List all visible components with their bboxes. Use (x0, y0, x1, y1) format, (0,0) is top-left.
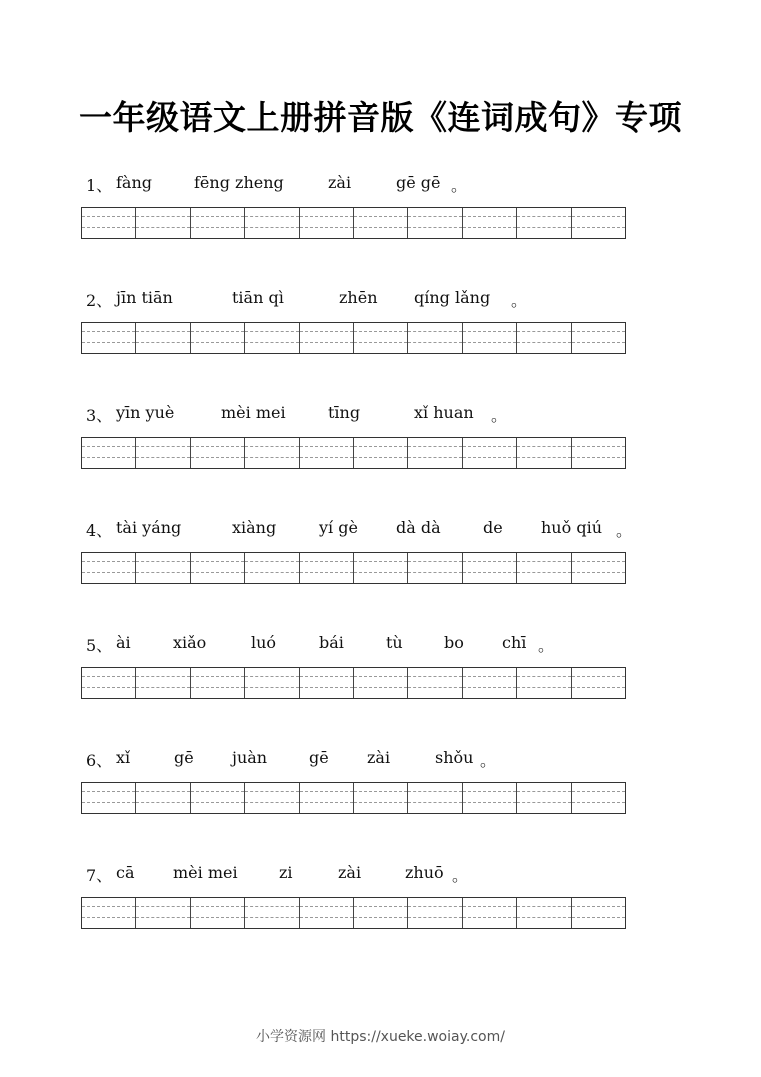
answer-cell[interactable] (572, 668, 625, 698)
pinyin-line (86, 863, 631, 887)
answer-cell[interactable] (517, 208, 571, 238)
item-number: 7、 (86, 866, 113, 885)
exercise-5 (86, 633, 631, 657)
pinyin-word: xǐ (116, 748, 131, 767)
answer-cell[interactable] (354, 553, 408, 583)
pinyin-word: ài (116, 633, 131, 652)
answer-cell[interactable] (191, 438, 245, 468)
answer-cell[interactable] (82, 553, 136, 583)
answer-cell[interactable] (300, 438, 354, 468)
answer-cell[interactable] (354, 323, 408, 353)
answer-grid[interactable] (81, 782, 626, 814)
pinyin-word: mèi mei (221, 403, 286, 422)
pinyin-word: tài yáng (116, 518, 182, 537)
pinyin-word: chī (502, 633, 527, 652)
pinyin-word: fàng (116, 173, 153, 192)
answer-cell[interactable] (354, 783, 408, 813)
item-number: 2、 (86, 291, 113, 310)
pinyin-word: 。 (491, 406, 508, 425)
answer-cell[interactable] (82, 438, 136, 468)
pinyin-word: gē gē (396, 173, 441, 192)
item-number: 5、 (86, 636, 113, 655)
answer-cell[interactable] (245, 668, 299, 698)
pinyin-word: gē (174, 748, 194, 767)
answer-cell[interactable] (517, 553, 571, 583)
worksheet-title: 一年级语文上册拼音版《连词成句》专项 (79, 98, 682, 137)
answer-cell[interactable] (463, 668, 517, 698)
exercise-7 (86, 863, 631, 887)
answer-cell[interactable] (191, 553, 245, 583)
answer-cell[interactable] (463, 208, 517, 238)
answer-cell[interactable] (82, 208, 136, 238)
answer-cell[interactable] (82, 898, 136, 928)
exercise-4 (86, 518, 631, 542)
exercise-2 (86, 288, 631, 312)
answer-grid[interactable] (81, 552, 626, 584)
pinyin-word: bái (319, 633, 344, 652)
answer-cell[interactable] (354, 208, 408, 238)
answer-cell[interactable] (572, 323, 625, 353)
pinyin-word: shǒu (435, 748, 474, 767)
exercise-1 (86, 173, 631, 197)
answer-cell[interactable] (136, 323, 190, 353)
pinyin-word: xiǎo (173, 633, 207, 652)
answer-cell[interactable] (300, 323, 354, 353)
answer-cell[interactable] (136, 553, 190, 583)
pinyin-word: zài (338, 863, 362, 882)
pinyin-word: zi (279, 863, 293, 882)
answer-cell[interactable] (245, 553, 299, 583)
answer-grid[interactable] (81, 897, 626, 929)
answer-cell[interactable] (300, 668, 354, 698)
answer-cell[interactable] (463, 783, 517, 813)
answer-grid[interactable] (81, 207, 626, 239)
pinyin-word: 。 (538, 636, 555, 655)
pinyin-word: yí gè (319, 518, 358, 537)
item-number: 4、 (86, 521, 113, 540)
answer-cell[interactable] (517, 898, 571, 928)
pinyin-word: juàn (232, 748, 268, 767)
pinyin-word: jīn tiān (116, 288, 173, 307)
answer-cell[interactable] (191, 323, 245, 353)
item-number: 6、 (86, 751, 113, 770)
pinyin-word: gē (309, 748, 329, 767)
pinyin-word: huǒ qiú (541, 518, 602, 537)
answer-cell[interactable] (517, 668, 571, 698)
answer-cell[interactable] (191, 783, 245, 813)
pinyin-word: 。 (480, 751, 497, 770)
pinyin-line (86, 173, 631, 197)
answer-cell[interactable] (517, 323, 571, 353)
item-number: 1、 (86, 176, 113, 195)
pinyin-line (86, 403, 631, 427)
answer-cell[interactable] (463, 323, 517, 353)
exercise-6 (86, 748, 631, 772)
answer-cell[interactable] (408, 898, 462, 928)
pinyin-word: fēng zheng (194, 173, 284, 192)
pinyin-word: zài (328, 173, 352, 192)
pinyin-word: tiān qì (232, 288, 284, 307)
answer-cell[interactable] (245, 898, 299, 928)
answer-cell[interactable] (245, 208, 299, 238)
answer-cell[interactable] (408, 553, 462, 583)
answer-cell[interactable] (136, 438, 190, 468)
answer-cell[interactable] (408, 783, 462, 813)
answer-cell[interactable] (300, 553, 354, 583)
answer-cell[interactable] (354, 898, 408, 928)
pinyin-word: luó (251, 633, 277, 652)
answer-cell[interactable] (136, 898, 190, 928)
answer-cell[interactable] (82, 323, 136, 353)
pinyin-word: zhēn (339, 288, 378, 307)
answer-cell[interactable] (191, 668, 245, 698)
answer-cell[interactable] (517, 783, 571, 813)
answer-grid[interactable] (81, 667, 626, 699)
pinyin-word: yīn yuè (116, 403, 175, 422)
answer-cell[interactable] (354, 438, 408, 468)
answer-cell[interactable] (408, 208, 462, 238)
answer-grid[interactable] (81, 437, 626, 469)
item-number: 3、 (86, 406, 113, 425)
answer-cell[interactable] (517, 438, 571, 468)
pinyin-word: bo (444, 633, 464, 652)
answer-cell[interactable] (136, 668, 190, 698)
answer-cell[interactable] (463, 898, 517, 928)
pinyin-word: 。 (452, 866, 469, 885)
pinyin-line (86, 288, 631, 312)
answer-cell[interactable] (572, 553, 625, 583)
answer-cell[interactable] (354, 668, 408, 698)
pinyin-word: de (483, 518, 503, 537)
answer-grid[interactable] (81, 322, 626, 354)
pinyin-word: zhuō (405, 863, 444, 882)
pinyin-word: 。 (511, 291, 528, 310)
answer-cell[interactable] (245, 783, 299, 813)
pinyin-word: cā (116, 863, 135, 882)
footer-source: 小学资源网 https://xueke.woiay.com/ (256, 1029, 505, 1045)
answer-cell[interactable] (136, 783, 190, 813)
pinyin-word: mèi mei (173, 863, 238, 882)
answer-cell[interactable] (572, 208, 625, 238)
answer-cell[interactable] (572, 898, 625, 928)
answer-cell[interactable] (300, 898, 354, 928)
pinyin-word: qíng lǎng (414, 288, 491, 307)
pinyin-line (86, 633, 631, 657)
pinyin-line (86, 748, 631, 772)
answer-cell[interactable] (300, 783, 354, 813)
pinyin-word: xǐ huan (414, 403, 474, 422)
pinyin-word: tù (386, 633, 403, 652)
pinyin-word: tīng (328, 403, 361, 422)
answer-cell[interactable] (245, 438, 299, 468)
answer-cell[interactable] (82, 783, 136, 813)
exercise-3 (86, 403, 631, 427)
pinyin-word: 。 (451, 176, 468, 195)
answer-cell[interactable] (572, 783, 625, 813)
answer-cell[interactable] (408, 668, 462, 698)
pinyin-line (86, 518, 631, 542)
pinyin-word: zài (367, 748, 391, 767)
answer-cell[interactable] (82, 668, 136, 698)
answer-cell[interactable] (191, 208, 245, 238)
pinyin-word: dà dà (396, 518, 441, 537)
answer-cell[interactable] (463, 553, 517, 583)
pinyin-word: 。 (616, 521, 633, 540)
answer-cell[interactable] (463, 438, 517, 468)
answer-cell[interactable] (408, 323, 462, 353)
answer-cell[interactable] (572, 438, 625, 468)
answer-cell[interactable] (300, 208, 354, 238)
answer-cell[interactable] (245, 323, 299, 353)
pinyin-word: xiàng (232, 518, 277, 537)
answer-cell[interactable] (191, 898, 245, 928)
answer-cell[interactable] (136, 208, 190, 238)
answer-cell[interactable] (408, 438, 462, 468)
